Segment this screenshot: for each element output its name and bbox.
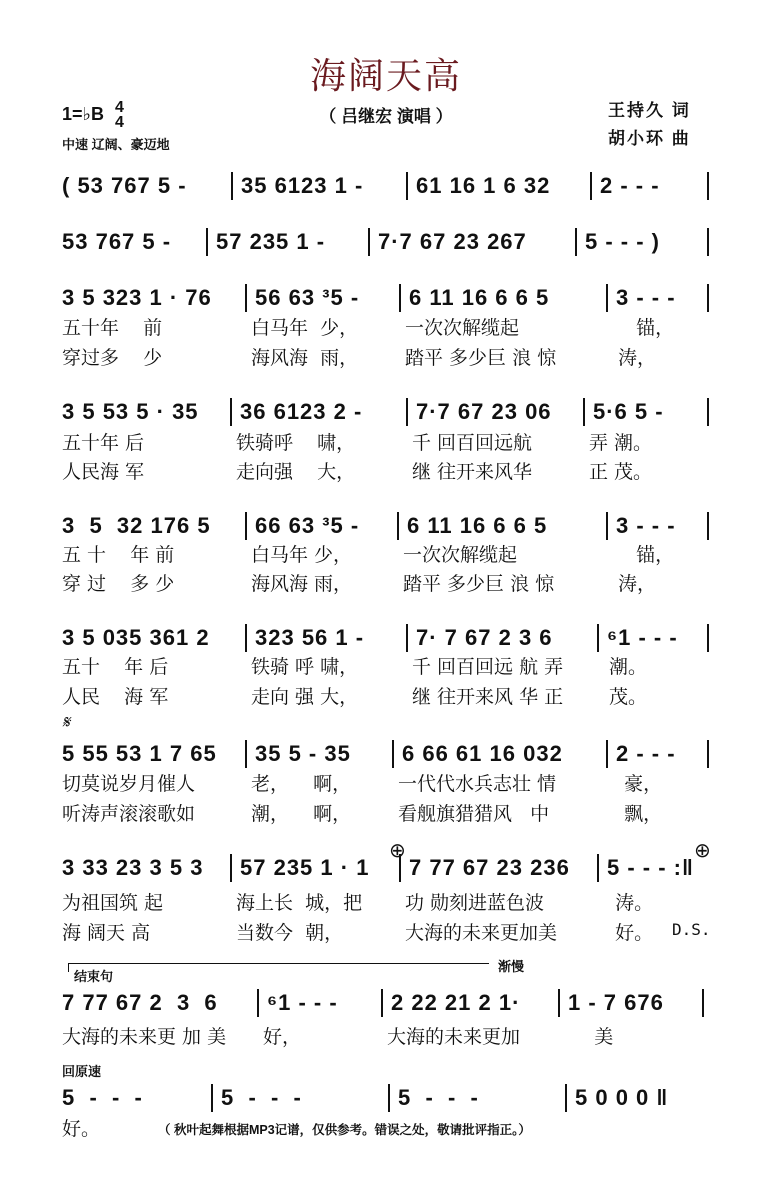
lyric-segment: 好， [263,1026,302,1048]
lyricist: 王持久 词 [608,101,691,120]
a-tempo-label: 回原速 [62,1064,102,1079]
lyric-segment: 为祖国筑 起 [62,892,164,914]
notation-system [62,172,709,200]
measure-notes: 323 56 1 - [255,625,365,650]
lyric-segment: 海风海 雨， [251,347,359,369]
ritardando-label: 渐慢 [498,959,525,974]
bar-line [707,228,709,256]
lyric-segment: 人民海 军 [62,461,145,483]
time-top: 4 [115,99,124,116]
lyric-segment: 一次次解缆起 [403,544,518,566]
measure-notes: 1 - 7 676 [568,990,664,1015]
lyric-line [62,540,709,567]
lyric-segment: 白马年 少， [251,317,359,339]
lyric-line [62,799,709,826]
composer: 胡小环 曲 [608,129,691,148]
lyric-line [62,313,709,340]
lyric-segment: 大海的未来更加美 [405,922,558,944]
lyric-segment: 走向强 大， [236,461,356,483]
measure-notes: 3 5 32 176 5 [62,513,211,538]
measure-notes: 36 6123 2 - [240,399,363,424]
lyric-segment: 弄 潮。 [589,432,653,454]
bar-line [707,512,709,540]
lyric-segment: 涛， [612,347,657,369]
measure-notes: 6 66 61 16 032 [402,741,563,766]
lyric-segment: 五 十 年 前 [62,544,175,566]
lyric-segment: 铁骑 呼 啸， [251,656,359,678]
lyric-segment: 涛， [612,573,657,595]
measure-notes: 6 11 16 6 6 5 [409,285,550,310]
lyric-segment: 老， 啊， [251,773,352,795]
measure-notes: 5·6 5 - [593,399,664,424]
lyric-segment: 五十年 后 [62,432,145,454]
measure-notes: 3 5 035 361 2 [62,625,210,650]
lyric-segment: 涛。 [603,892,654,914]
lyric-segment: 潮。 [603,656,648,678]
key-label: 1=♭B [62,103,105,124]
lyric-segment: 美 [564,1026,614,1048]
measure-notes: 7· 7 67 2 3 6 [416,625,553,650]
lyric-segment: 千 回百回远航 [412,432,533,454]
bar-line [707,624,709,652]
lyric-segment: 看舰旗猎猎风 中 [398,803,550,825]
measure-notes: 2 - - - [600,173,660,198]
notation-system [62,1084,702,1112]
lyric-segment: 潮， 啊， [251,803,352,825]
lyric-segment: 切莫说岁月催人 [62,773,196,795]
coda-sign: ⊕ [694,840,711,862]
notation-system [62,398,709,426]
lyric-segment: 当数今 朝， [236,922,344,944]
lyric-line [62,652,709,679]
notation-system [62,512,709,540]
tempo-marking: 中速 辽阔、豪迈地 [62,137,170,152]
measure-notes: 3 5 323 1 · 76 [62,285,212,310]
measure-notes: 5 - - - ) [585,229,660,254]
measure-notes: 57 235 1 · 1 [240,855,370,880]
measure-notes: 3 - - - [616,285,676,310]
footnote: （ 秋叶起舞根据MP3记谱，仅供参考。错误之处，敬请批评指正。） [158,1123,531,1137]
lyric-segment: 海风海 雨， [251,573,353,595]
measure-notes: 7·7 67 23 06 [416,399,552,424]
measure-notes: 66 63 ³5 - [255,513,360,538]
lyric-segment: 正 茂。 [589,461,653,483]
lyric-segment: 海上长 城，把 [236,892,363,914]
lyric-line [62,569,709,596]
lyric-line [62,769,709,796]
ending-label: 结束句 [74,969,114,984]
measure-notes: 7·7 67 23 267 [378,229,527,254]
measure-notes: 53 767 5 - [62,229,172,254]
bar-line [707,740,709,768]
measure-notes: 5 - - - [221,1085,302,1110]
measure-notes: 61 16 1 6 32 [416,173,551,198]
lyric-segment: 走向 强 大， [251,686,359,708]
measure-notes: 5 - - - [62,1085,143,1110]
segno-sign: 𝄋 [62,712,70,732]
lyric-segment: 铁骑呼 啸， [236,432,356,454]
measure-notes: 7 77 67 23 236 [409,855,570,880]
lyric-segment: 白马年 少， [251,544,353,566]
lyric-line [62,918,709,945]
ending-bracket [68,963,489,972]
lyric-segment: 继 往开来风华 [412,461,533,483]
lyric-segment: 飘， [612,803,663,825]
lyric-segment: 好。 [62,1118,101,1140]
notation-system [62,989,704,1017]
lyric-line [62,1022,704,1049]
measure-notes: ⁶1 - - - [267,990,338,1015]
lyric-segment: 豪， [612,773,663,795]
lyric-segment: 踏平 多少巨 浪 惊 [405,347,557,369]
lyric-segment: 一代代水兵志壮 情 [398,773,557,795]
lyric-segment: 千 回百回远 航 弄 [412,656,564,678]
measure-notes: 35 6123 1 - [241,173,364,198]
lyric-line [62,457,709,484]
measure-notes: ⁶1 - - - [607,625,678,650]
measure-notes: 2 - - - [616,741,676,766]
dal-segno: D.S. [672,920,711,939]
measure-notes: 3 - - - [616,513,676,538]
lyric-segment: 锚， [612,544,675,566]
lyric-segment: 听涛声滚滚歌如 [62,803,196,825]
notation-system [62,854,707,882]
measure-notes: 57 235 1 - [216,229,326,254]
notation-system [62,740,709,768]
coda-sign: ⊕ [389,840,406,862]
lyric-segment: 海 阔天 高 [62,922,151,944]
bar-line [707,172,709,200]
measure-notes: 5 0 0 0 ‖ [575,1085,669,1110]
lyric-segment: 大海的未来更加 [387,1026,521,1048]
song-title: 海阔天高 [309,55,462,96]
lyric-segment: 锚， [612,317,675,339]
lyric-segment: 五十 年 后 [62,656,169,678]
lyric-segment: 踏平 多少巨 浪 惊 [403,573,555,595]
lyric-line [62,343,709,370]
notation-system [62,624,709,652]
lyric-line [62,428,709,455]
measure-notes: 56 63 ³5 - [255,285,360,310]
measure-notes: 2 22 21 2 1· [391,990,521,1015]
lyric-line [62,682,709,709]
lyric-segment: 穿 过 多 少 [62,573,175,595]
bar-line [707,398,709,426]
measure-notes: 5 - - - [398,1085,479,1110]
measure-notes: ( 53 767 5 - [62,173,187,198]
measure-notes: 3 5 53 5 · 35 [62,399,199,424]
measure-notes: 5 55 53 1 7 65 [62,741,217,766]
lyric-segment: 茂。 [603,686,648,708]
measure-notes: 6 11 16 6 6 5 [407,513,548,538]
lyric-segment: 穿过多 少 [62,347,163,369]
lyric-segment: 一次次解缆起 [405,317,520,339]
performer: （ 吕继宏 演唱 ） [319,107,453,126]
lyric-segment: 人民 海 军 [62,686,169,708]
notation-system [62,284,709,312]
bar-line [707,284,709,312]
notation-system [62,228,709,256]
lyric-line [62,888,709,915]
measure-notes: 35 5 - 35 [255,741,351,766]
lyric-segment [567,1114,704,1141]
lyric-segment: 好。 [603,922,654,944]
measure-notes: 7 77 67 2 3 6 [62,990,218,1015]
lyric-segment: 功 勋刻进蓝色波 [405,892,545,914]
measure-notes: 5 - - - :‖ [607,855,694,880]
lyric-segment: 继 往开来风 华 正 [412,686,564,708]
lyric-segment: 五十年 前 [62,317,163,339]
time-bottom: 4 [115,114,124,131]
bar-line [702,989,704,1017]
lyric-segment: 大海的未来更 加 美 [62,1026,227,1048]
measure-notes: 3 33 23 3 5 3 [62,855,204,880]
